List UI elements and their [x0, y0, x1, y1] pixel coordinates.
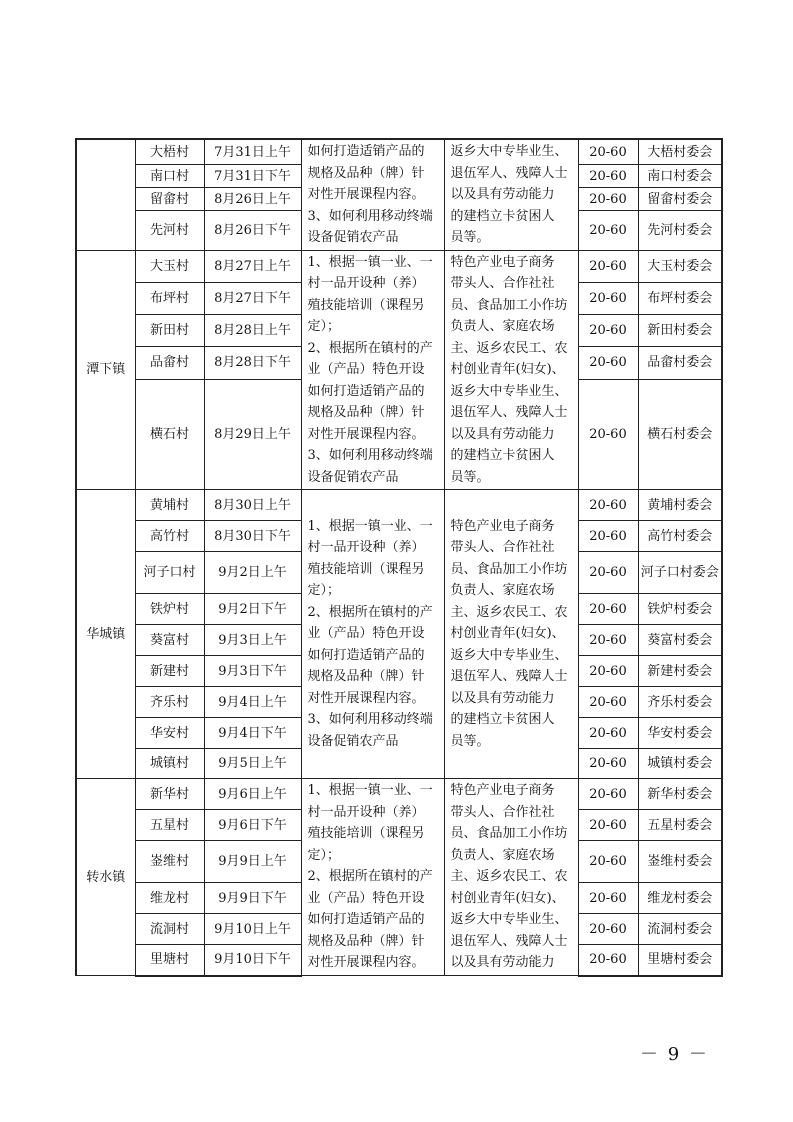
- count-cell: 20-60: [578, 656, 638, 687]
- course-content-line: 业（产品）特色开设: [307, 362, 425, 377]
- count-cell: 20-60: [578, 687, 638, 718]
- count-cell: 20-60: [578, 779, 638, 810]
- audience-line: 返乡大中专毕业生、: [450, 647, 568, 663]
- count-cell: 20-60: [578, 347, 638, 379]
- count-cell: 20-60: [578, 490, 638, 521]
- time-cell: 9月9日上午: [204, 841, 301, 883]
- course-content-line: 规格及品种（牌）针: [307, 933, 425, 949]
- course-content-line: 3、如何利用移动终端: [307, 448, 433, 463]
- audience-line: 的建档立卡贫困人: [450, 448, 555, 463]
- village-cell: 新建村: [135, 656, 204, 687]
- audience-line: 以及具有劳动能力: [450, 426, 555, 442]
- count-cell: 20-60: [578, 521, 638, 552]
- village-cell: 高竹村: [135, 521, 204, 552]
- time-cell: 9月10日上午: [204, 914, 301, 945]
- count-cell: 20-60: [578, 379, 638, 489]
- course-content-line: 村一品开设种（养）: [307, 804, 425, 820]
- time-cell: 9月4日下午: [204, 718, 301, 749]
- committee-cell: 五星村委会: [638, 810, 722, 841]
- committee-cell: 黄埔村委会: [638, 490, 722, 521]
- count-cell: 20-60: [578, 211, 638, 250]
- training-schedule-table: [75, 138, 723, 977]
- audience-line: 返乡大中专毕业生、: [450, 912, 568, 927]
- time-cell: 7月31日下午: [204, 165, 301, 188]
- table-row: [76, 139, 722, 165]
- time-cell: 9月3日上午: [204, 625, 301, 656]
- course-content-line: 2、根据所在镇村的产: [307, 340, 433, 356]
- audience-line: 主、返乡农民工、农: [450, 604, 568, 620]
- course-content-cell: [301, 490, 444, 779]
- course-content-line: 1、根据一镇一业、一: [307, 254, 433, 270]
- audience-line: 以及具有劳动能力: [450, 690, 555, 706]
- village-cell: 流洞村: [135, 914, 204, 945]
- committee-cell: 留畲村委会: [638, 188, 722, 211]
- audience-cell: [444, 250, 578, 490]
- audience-cell: [444, 490, 578, 779]
- village-cell: 品畲村: [135, 347, 204, 379]
- committee-cell: 品畲村委会: [638, 347, 722, 379]
- course-content-line: 3、如何利用移动终端: [307, 712, 433, 728]
- committee-cell: 高竹村委会: [638, 521, 722, 552]
- committee-cell: 齐乐村委会: [638, 687, 722, 718]
- village-cell: 新田村: [135, 315, 204, 347]
- count-cell: 20-60: [578, 841, 638, 883]
- audience-line: 带头人、合作社社: [450, 276, 555, 291]
- count-cell: 20-60: [578, 883, 638, 914]
- course-content-line: 设备促销农产品: [307, 230, 399, 245]
- count-cell: 20-60: [578, 188, 638, 211]
- audience-line: 员、食品加工小作坊: [450, 826, 568, 841]
- audience-line: 带头人、合作社社: [450, 540, 555, 556]
- course-content-line: 规格及品种（牌）针: [307, 165, 425, 181]
- village-cell: 齐乐村: [135, 687, 204, 718]
- count-cell: 20-60: [578, 914, 638, 945]
- committee-cell: 河子口村委会: [638, 552, 722, 594]
- audience-line: 员、食品加工小作坊: [450, 561, 568, 577]
- committee-cell: 先河村委会: [638, 211, 722, 250]
- course-content-line: 业（产品）特色开设: [307, 626, 425, 642]
- committee-cell: 新华村委会: [638, 779, 722, 810]
- count-cell: 20-60: [578, 625, 638, 656]
- course-content-line: 1、根据一镇一业、一: [307, 518, 433, 534]
- time-cell: 9月5日上午: [204, 749, 301, 779]
- course-content-line: 设备促销农产品: [307, 469, 399, 485]
- village-cell: 布坪村: [135, 282, 204, 314]
- course-content-line: 业（产品）特色开设: [307, 890, 425, 906]
- village-cell: 横石村: [135, 379, 204, 489]
- course-content-line: 规格及品种（牌）针: [307, 405, 425, 420]
- time-cell: 8月26日下午: [204, 211, 301, 250]
- committee-cell: 布坪村委会: [638, 282, 722, 314]
- audience-line: 主、返乡农民工、农: [450, 340, 568, 356]
- course-content-line: 定）；: [307, 583, 341, 599]
- course-content-line: 如何打造适销产品的: [307, 144, 425, 159]
- count-cell: 20-60: [578, 945, 638, 976]
- village-cell: 崟维村: [135, 841, 204, 883]
- village-cell: 五星村: [135, 810, 204, 841]
- audience-line: 以及具有劳动能力: [450, 955, 555, 970]
- audience-cell: [444, 779, 578, 976]
- time-cell: 9月2日上午: [204, 552, 301, 594]
- course-content-cell: [301, 139, 444, 250]
- time-cell: 8月30日上午: [204, 490, 301, 521]
- committee-cell: 横石村委会: [638, 379, 722, 489]
- village-cell: 新华村: [135, 779, 204, 810]
- count-cell: 20-60: [578, 594, 638, 625]
- course-content-cell: [301, 250, 444, 490]
- committee-cell: 流洞村委会: [638, 914, 722, 945]
- count-cell: 20-60: [578, 810, 638, 841]
- audience-cell: [444, 139, 578, 250]
- village-cell: 葵富村: [135, 625, 204, 656]
- page-number: － 9 －: [640, 1044, 709, 1065]
- town-cell: 潭下镇: [76, 250, 135, 490]
- audience-line: 员、食品加工小作坊: [450, 297, 568, 313]
- count-cell: 20-60: [578, 282, 638, 314]
- town-cell: 转水镇: [76, 779, 135, 976]
- course-content-line: 对性开展课程内容。: [307, 187, 425, 202]
- time-cell: 9月10日下午: [204, 945, 301, 976]
- table-row: [76, 490, 722, 521]
- count-cell: 20-60: [578, 250, 638, 282]
- audience-line: 负责人、家庭农场: [450, 319, 555, 334]
- audience-line: 退伍军人、残障人士: [450, 933, 568, 949]
- committee-cell: 南口村委会: [638, 165, 722, 188]
- committee-cell: 葵富村委会: [638, 625, 722, 656]
- village-cell: 黄埔村: [135, 490, 204, 521]
- audience-line: 返乡大中专毕业生、: [450, 383, 568, 399]
- audience-line: 的建档立卡贫困人: [450, 208, 555, 224]
- town-cell: [76, 139, 135, 250]
- audience-line: 的建档立卡贫困人: [450, 712, 555, 728]
- village-cell: 维龙村: [135, 883, 204, 914]
- time-cell: 9月9日下午: [204, 883, 301, 914]
- village-cell: 华安村: [135, 718, 204, 749]
- audience-line: 主、返乡农民工、农: [450, 869, 568, 884]
- committee-cell: 里塘村委会: [638, 945, 722, 976]
- audience-line: 员等。: [450, 230, 490, 245]
- course-content-line: 如何打造适销产品的: [307, 383, 425, 399]
- course-content-line: 殖技能培训（课程另: [307, 561, 425, 577]
- village-cell: 留畲村: [135, 188, 204, 211]
- town-cell: 华城镇: [76, 490, 135, 779]
- audience-line: 负责人、家庭农场: [450, 847, 555, 863]
- course-content-line: 对性开展课程内容。: [307, 426, 425, 442]
- audience-line: 退伍军人、残障人士: [450, 669, 568, 685]
- audience-line: 员等。: [450, 733, 490, 749]
- committee-cell: 崟维村委会: [638, 841, 722, 883]
- course-content-line: 2、根据所在镇村的产: [307, 869, 433, 884]
- committee-cell: 新建村委会: [638, 656, 722, 687]
- audience-line: 村创业青年(妇女)、: [450, 890, 565, 906]
- village-cell: 铁炉村: [135, 594, 204, 625]
- count-cell: 20-60: [578, 139, 638, 165]
- committee-cell: 城镇村委会: [638, 749, 722, 779]
- village-cell: 大玉村: [135, 250, 204, 282]
- course-content-line: 村一品开设种（养）: [307, 276, 425, 291]
- audience-line: 以及具有劳动能力: [450, 187, 555, 202]
- course-content-line: 如何打造适销产品的: [307, 647, 425, 663]
- time-cell: 7月31日上午: [204, 139, 301, 165]
- committee-cell: 维龙村委会: [638, 883, 722, 914]
- course-content-line: 规格及品种（牌）针: [307, 669, 425, 685]
- audience-line: 退伍军人、残障人士: [450, 165, 568, 181]
- audience-line: 负责人、家庭农场: [450, 583, 555, 599]
- course-content-line: 3、如何利用移动终端: [307, 208, 433, 224]
- time-cell: 8月28日上午: [204, 315, 301, 347]
- time-cell: 8月27日上午: [204, 250, 301, 282]
- table-row: [76, 779, 722, 810]
- course-content-line: 定）；: [307, 319, 341, 334]
- audience-line: 返乡大中专毕业生、: [450, 144, 568, 159]
- audience-line: 带头人、合作社社: [450, 804, 555, 820]
- audience-line: 特色产业电子商务: [450, 254, 555, 270]
- course-content-line: 殖技能培训（课程另: [307, 297, 425, 313]
- table-row: [76, 250, 722, 282]
- course-content-line: 村一品开设种（养）: [307, 540, 425, 556]
- village-cell: 先河村: [135, 211, 204, 250]
- time-cell: 9月2日下午: [204, 594, 301, 625]
- time-cell: 9月6日下午: [204, 810, 301, 841]
- course-content-cell: [301, 779, 444, 976]
- time-cell: 8月26日上午: [204, 188, 301, 211]
- committee-cell: 大梧村委会: [638, 139, 722, 165]
- count-cell: 20-60: [578, 718, 638, 749]
- audience-line: 退伍军人、残障人士: [450, 405, 568, 420]
- village-cell: 城镇村: [135, 749, 204, 779]
- count-cell: 20-60: [578, 165, 638, 188]
- course-content-line: 殖技能培训（课程另: [307, 826, 425, 841]
- committee-cell: 大玉村委会: [638, 250, 722, 282]
- village-cell: 里塘村: [135, 945, 204, 976]
- audience-line: 村创业青年(妇女)、: [450, 362, 565, 377]
- count-cell: 20-60: [578, 749, 638, 779]
- count-cell: 20-60: [578, 552, 638, 594]
- course-content-line: 如何打造适销产品的: [307, 912, 425, 927]
- course-content-line: 设备促销农产品: [307, 733, 399, 749]
- count-cell: 20-60: [578, 315, 638, 347]
- audience-line: 特色产业电子商务: [450, 783, 555, 798]
- time-cell: 9月3日下午: [204, 656, 301, 687]
- village-cell: 河子口村: [135, 552, 204, 594]
- course-content-line: 2、根据所在镇村的产: [307, 604, 433, 620]
- course-content-line: 对性开展课程内容。: [307, 955, 425, 970]
- time-cell: 8月29日上午: [204, 379, 301, 489]
- committee-cell: 华安村委会: [638, 718, 722, 749]
- time-cell: 8月30日下午: [204, 521, 301, 552]
- audience-line: 特色产业电子商务: [450, 518, 555, 534]
- time-cell: 8月27日下午: [204, 282, 301, 314]
- committee-cell: 铁炉村委会: [638, 594, 722, 625]
- village-cell: 南口村: [135, 165, 204, 188]
- time-cell: 9月4日上午: [204, 687, 301, 718]
- course-content-line: 1、根据一镇一业、一: [307, 783, 433, 798]
- audience-line: 员等。: [450, 469, 490, 485]
- time-cell: 8月28日下午: [204, 347, 301, 379]
- committee-cell: 新田村委会: [638, 315, 722, 347]
- audience-line: 村创业青年(妇女)、: [450, 626, 565, 642]
- time-cell: 9月6日上午: [204, 779, 301, 810]
- village-cell: 大梧村: [135, 139, 204, 165]
- course-content-line: 对性开展课程内容。: [307, 690, 425, 706]
- course-content-line: 定）；: [307, 847, 341, 863]
